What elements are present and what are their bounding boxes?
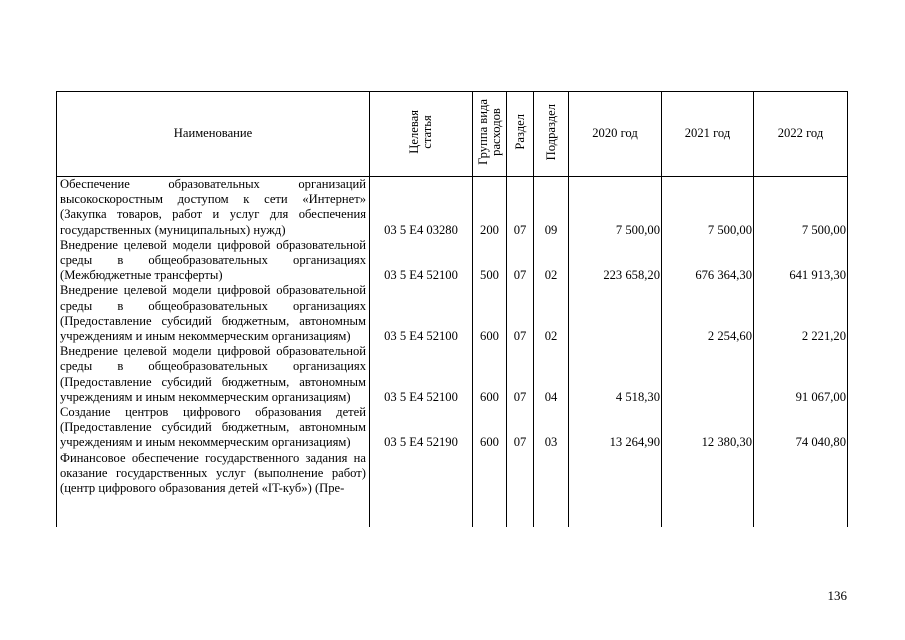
row-subsection: 04 [534, 344, 569, 405]
row-expense-group: 600 [473, 344, 507, 405]
row-name: Создание центров цифрового образования детей (Предоставление субсидий бюджетным, автономным учреждениям и иным некоммерческим организациям) [57, 405, 370, 451]
row-subsection [534, 451, 569, 527]
row-2021: 12 380,30 [662, 405, 754, 451]
table-body [57, 177, 848, 527]
row-name: Внедрение целевой модели цифровой образовательной среды в общеобразовательных организациях (Предоставление субсидий бюджетным, автономным учреждениям и иным некоммерческим организациям) [57, 283, 370, 344]
row-name: Внедрение целевой модели цифровой образовательной среды в общеобразовательных организациях (Межбюджетные трансферты) [57, 238, 370, 284]
table-header [57, 92, 848, 177]
row-2022: 74 040,80 [754, 405, 848, 451]
row-target-article: 03 5 Е4 52100 [370, 344, 473, 405]
row-name: Обеспечение образовательных организаций высокоскоростным доступом к сети «Интернет» (Закупка товаров, работ и услуг для обеспечения государственных (муниципальных) нужд) [57, 177, 370, 238]
header-section: Раздел [507, 92, 534, 177]
row-target-article [370, 451, 473, 527]
row-2022: 641 913,30 [754, 238, 848, 284]
row-target-article: 03 5 Е4 52190 [370, 405, 473, 451]
header-name: Наименование [57, 92, 370, 177]
row-name: Финансовое обеспечение государственного задания на оказание государственных услуг (выполнение работ) (центр цифрового образования детей «IT-куб») (Пре- [57, 451, 370, 527]
row-subsection: 02 [534, 238, 569, 284]
row-2021 [662, 344, 754, 405]
row-expense-group: 600 [473, 283, 507, 344]
row-expense-group: 600 [473, 405, 507, 451]
row-2022: 2 221,20 [754, 283, 848, 344]
row-section: 07 [507, 177, 534, 238]
row-2021: 7 500,00 [662, 177, 754, 238]
row-2020: 7 500,00 [569, 177, 662, 238]
table-row [57, 283, 848, 344]
row-2020: 13 264,90 [569, 405, 662, 451]
row-section: 07 [507, 238, 534, 284]
row-2021: 676 364,30 [662, 238, 754, 284]
row-2020: 4 518,30 [569, 344, 662, 405]
row-subsection: 02 [534, 283, 569, 344]
row-subsection: 09 [534, 177, 569, 238]
row-expense-group: 200 [473, 177, 507, 238]
row-2021 [662, 451, 754, 527]
row-2020: 223 658,20 [569, 238, 662, 284]
table-row [57, 238, 848, 284]
row-2022: 7 500,00 [754, 177, 848, 238]
row-section: 07 [507, 344, 534, 405]
table-row [57, 405, 848, 451]
header-2020: 2020 год [569, 92, 662, 177]
budget-table [56, 91, 848, 527]
table-row [57, 177, 848, 238]
row-target-article: 03 5 Е4 52100 [370, 283, 473, 344]
row-2021: 2 254,60 [662, 283, 754, 344]
row-name: Внедрение целевой модели цифровой образовательной среды в общеобразовательных организациях (Предоставление субсидий бюджетным, автономным учреждениям и иным некоммерческим организациям) [57, 344, 370, 405]
row-target-article: 03 5 Е4 52100 [370, 238, 473, 284]
row-2022: 91 067,00 [754, 344, 848, 405]
row-2020 [569, 451, 662, 527]
row-target-article: 03 5 Е4 03280 [370, 177, 473, 238]
row-section: 07 [507, 405, 534, 451]
row-expense-group: 500 [473, 238, 507, 284]
header-2022: 2022 год [754, 92, 848, 177]
row-2022 [754, 451, 848, 527]
table-row [57, 451, 848, 527]
row-expense-group [473, 451, 507, 527]
row-section: 07 [507, 283, 534, 344]
header-2021: 2021 год [662, 92, 754, 177]
page-number: 136 [827, 588, 847, 603]
table-row [57, 344, 848, 405]
header-target-article: Целевая статья [370, 92, 473, 177]
row-2020 [569, 283, 662, 344]
header-expense-group: Группа вида расходов [473, 92, 507, 177]
row-subsection: 03 [534, 405, 569, 451]
header-subsection: Подраздел [534, 92, 569, 177]
row-section [507, 451, 534, 527]
